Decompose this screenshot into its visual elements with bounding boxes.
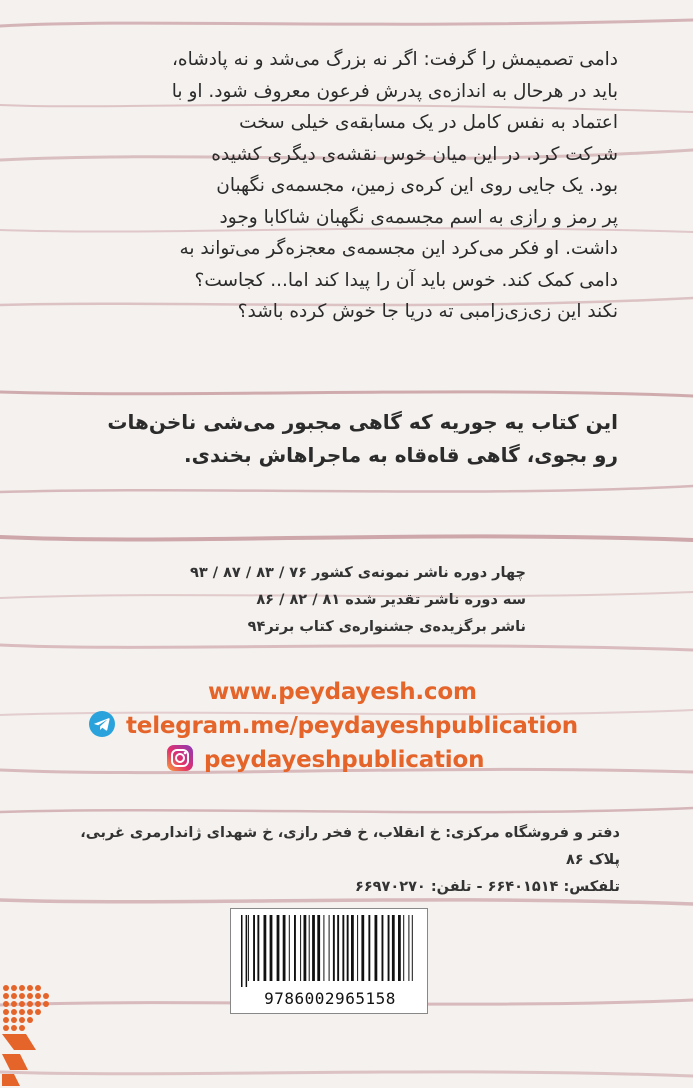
book-tagline — [82, 406, 618, 472]
store-address — [60, 820, 620, 901]
telegram-icon — [88, 710, 126, 742]
publisher-awards — [150, 560, 526, 641]
instagram-icon — [166, 744, 204, 776]
website-row — [208, 675, 477, 709]
blurb-line: بود. یک جایی روی این کره‌ی زمین، مجسمه‌ی نگهبان — [216, 175, 618, 196]
tagline-line: رو بجوی، گاهی قاه‌قاه به ماجراهاش بخندی. — [184, 443, 618, 467]
instagram-link[interactable]: peydayeshpublication — [204, 747, 485, 773]
telegram-row — [88, 709, 578, 743]
blurb-line: پر رمز و رازی به اسم مجسمه‌ی نگهبان شاکابا وجود — [219, 206, 618, 228]
award-line: چهار دوره ناشر نمونه‌ی کشور ۷۶ / ۸۳ / ۸۷ / ۹۳ — [189, 565, 526, 581]
award-line: سه دوره ناشر تقدیر شده ۸۱ / ۸۲ / ۸۶ — [256, 592, 526, 608]
blurb-line: نکند این زی‌زی‌زامبی ته دریا جا خوش کرده باشد؟ — [237, 301, 618, 322]
blurb-line: اعتماد به نفس کامل در یک مسابقه‌ی خیلی سخت — [239, 112, 618, 133]
blurb-line: دامی تصمیمش را گرفت: اگر نه بزرگ می‌شد و نه پادشاه، — [171, 49, 618, 70]
instagram-row — [166, 743, 484, 777]
blurb-line: دامی کمک کند. خوس باید آن را پیدا کند اما... کجاست؟ — [194, 269, 618, 291]
address-line: دفتر و فروشگاه مرکزی: خ انقلاب، خ فخر رازی، خ شهدای ژاندارمری غربی، پلاک ۸۶ — [80, 825, 620, 868]
barcode-bars — [239, 915, 421, 987]
story-blurb — [82, 44, 618, 328]
blurb-line: داشت. او فکر می‌کرد این مجسمه‌ی معجزه‌گر می‌تواند به — [179, 238, 618, 259]
publisher-logo-icon — [0, 978, 60, 1088]
phone-line: تلفکس: ۶۶۴۰۱۵۱۴ - تلفن: ۶۶۹۷۰۲۷۰ — [354, 879, 620, 895]
website-link[interactable]: www.peydayesh.com — [208, 679, 477, 705]
isbn-number: 9786002965158 — [264, 989, 396, 1008]
telegram-link[interactable]: telegram.me/peydayeshpublication — [126, 713, 578, 739]
award-line: ناشر برگزیده‌ی جشنواره‌ی کتاب برتر۹۴ — [247, 619, 526, 635]
blurb-line: شرکت کرد. در این میان خوس نقشه‌ی دیگری کشیده — [211, 143, 618, 165]
blurb-line: باید در هرحال به اندازه‌ی پدرش فرعون معروف شود. او با — [171, 80, 618, 102]
tagline-line: این کتاب یه جوریه که گاهی مجبور می‌شی ناخن‌هات — [107, 410, 618, 434]
isbn-barcode — [230, 908, 428, 1014]
